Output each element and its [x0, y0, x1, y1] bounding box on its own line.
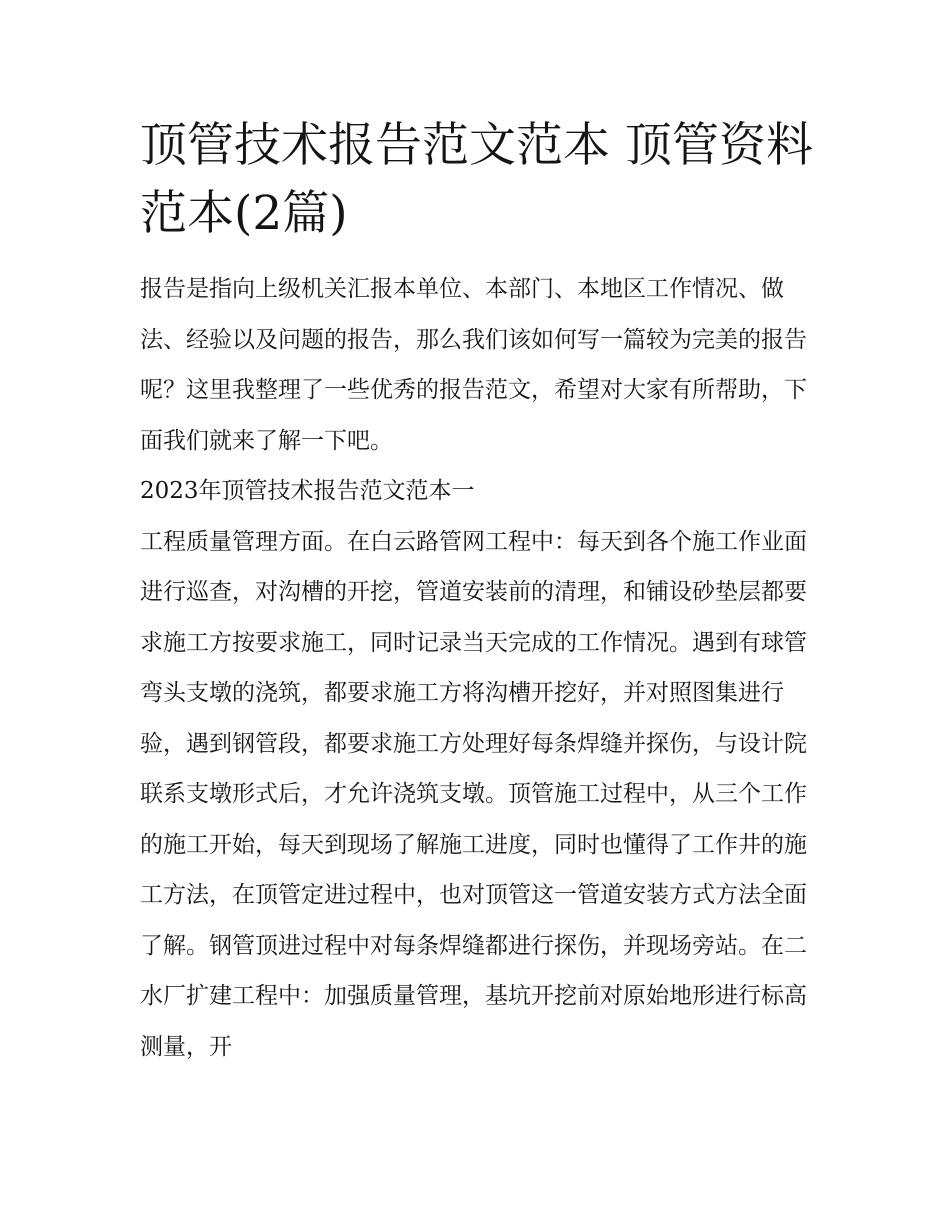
section-body-paragraph: 工程质量管理方面。在白云路管网工程中：每天到各个施工作业面进行巡查，对沟槽的开挖，管道安装前的清理，和铺设砂垫层都要求施工方按要求施工，同时记录当天完成的工作情况。遇到有球管弯头支墩的浇筑，都要求施工方将沟槽开挖好，并对照图集进行验，遇到钢管段，都要求施工方处理好每条焊缝并探伤，与设计院联系支墩形式后，才允许浇筑支墩。顶管施工过程中，从三个工作的施工开始，每天到现场了解施工进度，同时也懂得了工作井的施工方法，在顶管定进过程中，也对顶管这一管道安装方式方法全面了解。钢管顶进过程中对每条焊缝都进行探伤，并现场旁站。在二水厂扩建工程中：加强质量管理，基坑开挖前对原始地形进行标高测量，开 — [140, 528, 807, 1060]
document-title: 顶管技术报告范文范本 顶管资料范本(2篇) — [140, 118, 813, 241]
section-heading: 2023年顶管技术报告范文范本一 — [140, 478, 475, 504]
document-content — [140, 112, 820, 1072]
intro-paragraph: 报告是指向上级机关汇报本单位、本部门、本地区工作情况、做法、经验以及问题的报告，那么我们该如何写一篇较为完美的报告呢？这里我整理了一些优秀的报告范文，希望对大家有所帮助，下面我们就来了解一下吧。 — [140, 276, 807, 454]
